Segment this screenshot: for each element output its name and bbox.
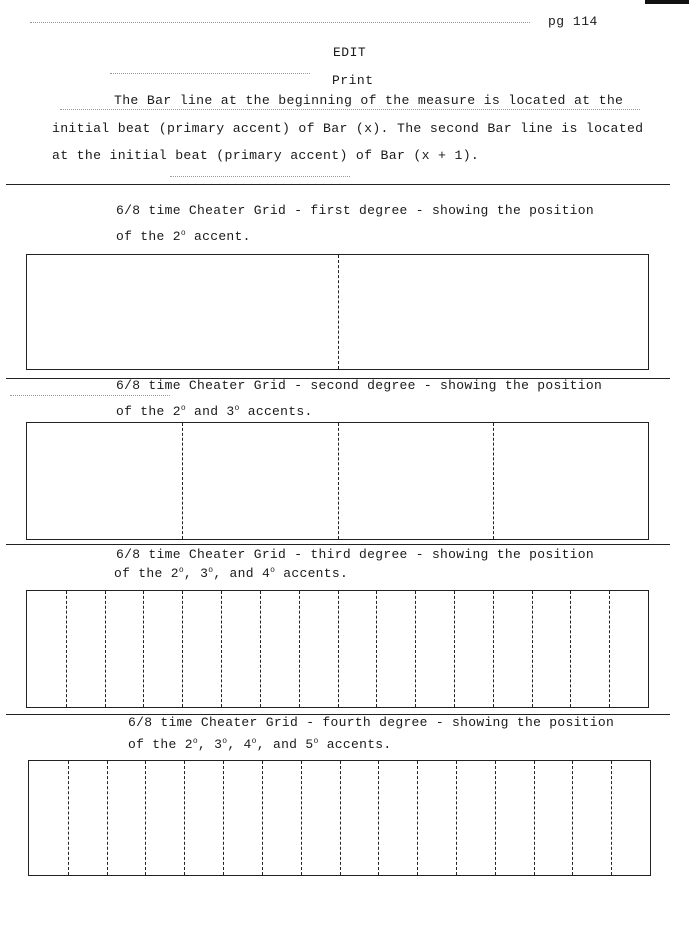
grid-division-line [182, 591, 183, 707]
intro-line-1: The Bar line at the beginning of the measure is located at the [114, 93, 624, 108]
cheater-grid-fourth-degree [28, 760, 651, 876]
grid-division-line [105, 591, 106, 707]
grid-division-line [376, 591, 377, 707]
grid-division-line [572, 761, 573, 875]
intro-line-2: initial beat (primary accent) of Bar (x). The second Bar line is located [52, 121, 644, 136]
grid-division-line [338, 423, 339, 539]
cheater-grid-first-degree [26, 254, 649, 370]
grid-division-line [340, 761, 341, 875]
grid-division-line [417, 761, 418, 875]
grid-division-line [534, 761, 535, 875]
section-rule [6, 544, 670, 545]
grid-4-caption-line-1: 6/8 time Cheater Grid - fourth degree - showing the position [128, 715, 615, 730]
grid-division-line [260, 591, 261, 707]
grid-division-line [221, 591, 222, 707]
grid-division-line [493, 591, 494, 707]
scan-speckle [30, 22, 530, 23]
edit-heading: EDIT [333, 45, 367, 60]
grid-division-line [184, 761, 185, 875]
grid-division-line [262, 761, 263, 875]
grid-4-caption-line-2: of the 2$^o$, 3$^o$, 4$^o$, and 5$^o$ accents. [128, 737, 392, 752]
grid-division-line [493, 423, 494, 539]
grid-division-line [454, 591, 455, 707]
grid-division-line [495, 761, 496, 875]
section-rule [6, 184, 670, 185]
grid-division-line [143, 591, 144, 707]
grid-division-line [338, 591, 339, 707]
scan-speckle [60, 109, 640, 110]
grid-3-caption-line-2: of the 2$^o$, 3$^o$, and 4$^o$ accents. [114, 566, 349, 581]
grid-1-caption-line-1: 6/8 time Cheater Grid - first degree - showing the position [116, 203, 594, 218]
grid-division-line [107, 761, 108, 875]
grid-division-line [66, 591, 67, 707]
grid-division-line [609, 591, 610, 707]
print-heading: Print [332, 73, 374, 88]
cheater-grid-third-degree [26, 590, 649, 708]
grid-2-caption-line-1: 6/8 time Cheater Grid - second degree - showing the position [116, 378, 603, 393]
scan-edge-mark [645, 0, 689, 4]
scan-speckle [170, 176, 350, 177]
scan-speckle [10, 395, 170, 396]
grid-division-line [145, 761, 146, 875]
scan-speckle [110, 73, 310, 74]
grid-division-line [223, 761, 224, 875]
grid-division-line [532, 591, 533, 707]
grid-2-caption-line-2: of the 2$^o$ and 3$^o$ accents. [116, 404, 313, 419]
grid-division-line [570, 591, 571, 707]
grid-division-line [338, 255, 339, 369]
grid-division-line [611, 761, 612, 875]
grid-division-line [299, 591, 300, 707]
grid-division-line [456, 761, 457, 875]
grid-3-caption-line-1: 6/8 time Cheater Grid - third degree - showing the position [116, 547, 594, 562]
grid-1-caption-line-2: of the 2$^o$ accent. [116, 229, 251, 244]
page-number: pg 114 [548, 14, 598, 29]
grid-division-line [301, 761, 302, 875]
grid-division-line [378, 761, 379, 875]
cheater-grid-second-degree [26, 422, 649, 540]
grid-division-line [182, 423, 183, 539]
grid-division-line [415, 591, 416, 707]
intro-line-3: at the initial beat (primary accent) of Bar (x + 1). [52, 148, 480, 163]
grid-division-line [68, 761, 69, 875]
